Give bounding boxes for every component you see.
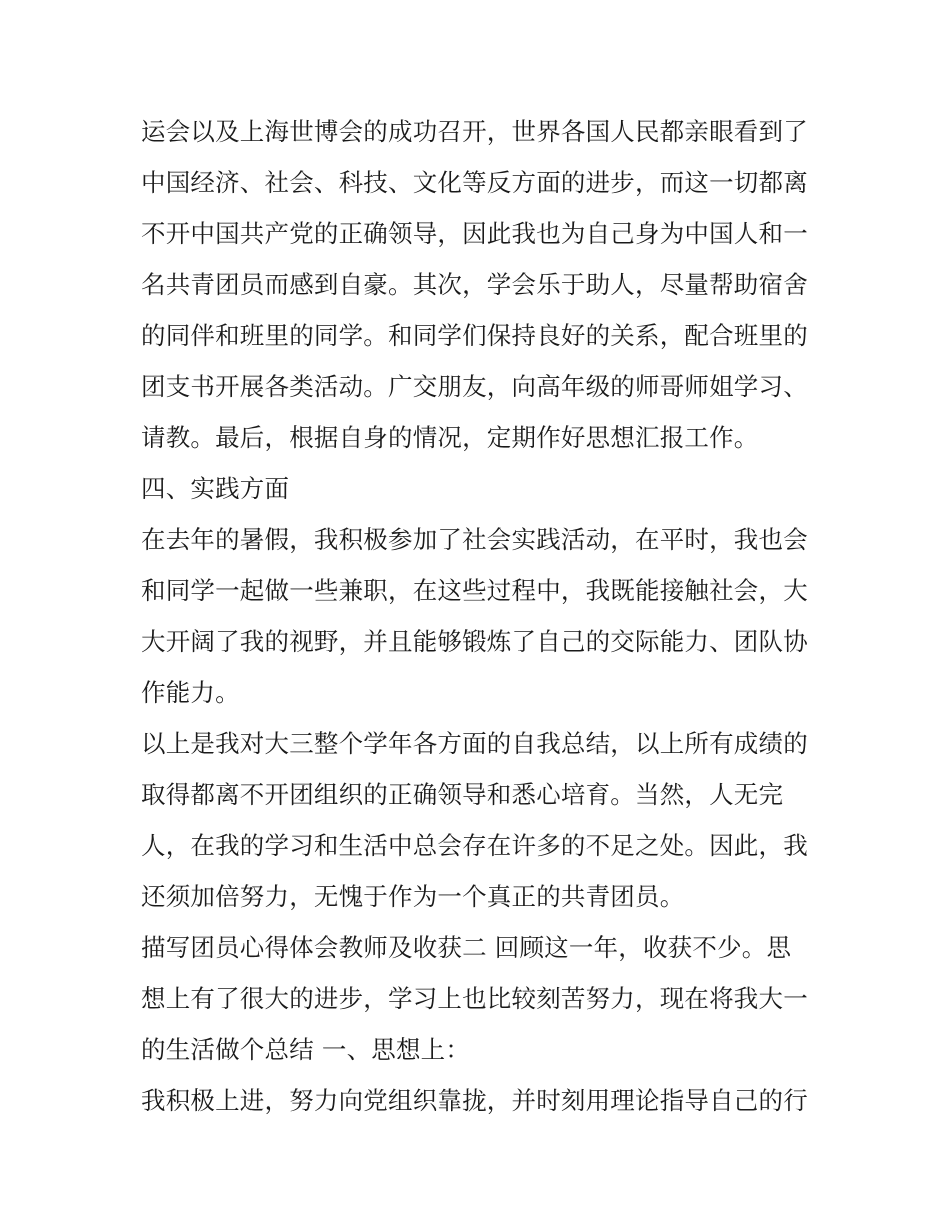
text-line: 取得都离不开团组织的正确领导和悉心培育。当然，人无完 [141, 780, 784, 809]
text-line: 大开阔了我的视野，并且能够锻炼了自己的交际能力、团队协 [141, 627, 808, 656]
body-text [141, 106, 821, 1126]
text-line: 中国经济、社会、科技、文化等反方面的进步，而这一切都离 [141, 168, 808, 197]
text-line: 请教。最后，根据自身的情况，定期作好思想汇报工作。 [141, 423, 759, 452]
section-heading: 四、实践方面 [141, 474, 290, 503]
text-line: 描写团员心得体会教师及收获二 回顾这一年，收获不少。思 [141, 933, 792, 962]
text-line: 想上有了很大的进步，学习上也比较刻苦努力，现在将我大一 [141, 984, 808, 1013]
text-line: 运会以及上海世博会的成功召开，世界各国人民都亲眼看到了 [141, 117, 808, 146]
text-line: 和同学一起做一些兼职，在这些过程中，我既能接触社会，大 [141, 576, 808, 605]
text-line: 团支书开展各类活动。广交朋友，向高年级的师哥师姐学习、 [141, 372, 808, 401]
text-line: 人，在我的学习和生活中总会存在许多的不足之处。因此，我 [141, 831, 808, 860]
text-line: 的同伴和班里的同学。和同学们保持良好的关系，配合班里的 [141, 321, 808, 350]
text-line: 的生活做个总结 一、思想上： [141, 1035, 471, 1064]
text-line: 不开中国共产党的正确领导，因此我也为自己身为中国人和一 [141, 219, 808, 248]
text-line: 我积极上进，努力向党组织靠拢，并时刻用理论指导自己的行 [141, 1086, 808, 1115]
text-line: 作能力。 [141, 678, 240, 707]
text-line: 以上是我对大三整个学年各方面的自我总结，以上所有成绩的 [141, 729, 808, 758]
text-line: 名共青团员而感到自豪。其次，学会乐于助人，尽量帮助宿舍 [141, 270, 808, 299]
text-line: 在去年的暑假，我积极参加了社会实践活动，在平时，我也会 [141, 525, 808, 554]
text-line: 还须加倍努力，无愧于作为一个真正的共青团员。 [141, 882, 685, 911]
